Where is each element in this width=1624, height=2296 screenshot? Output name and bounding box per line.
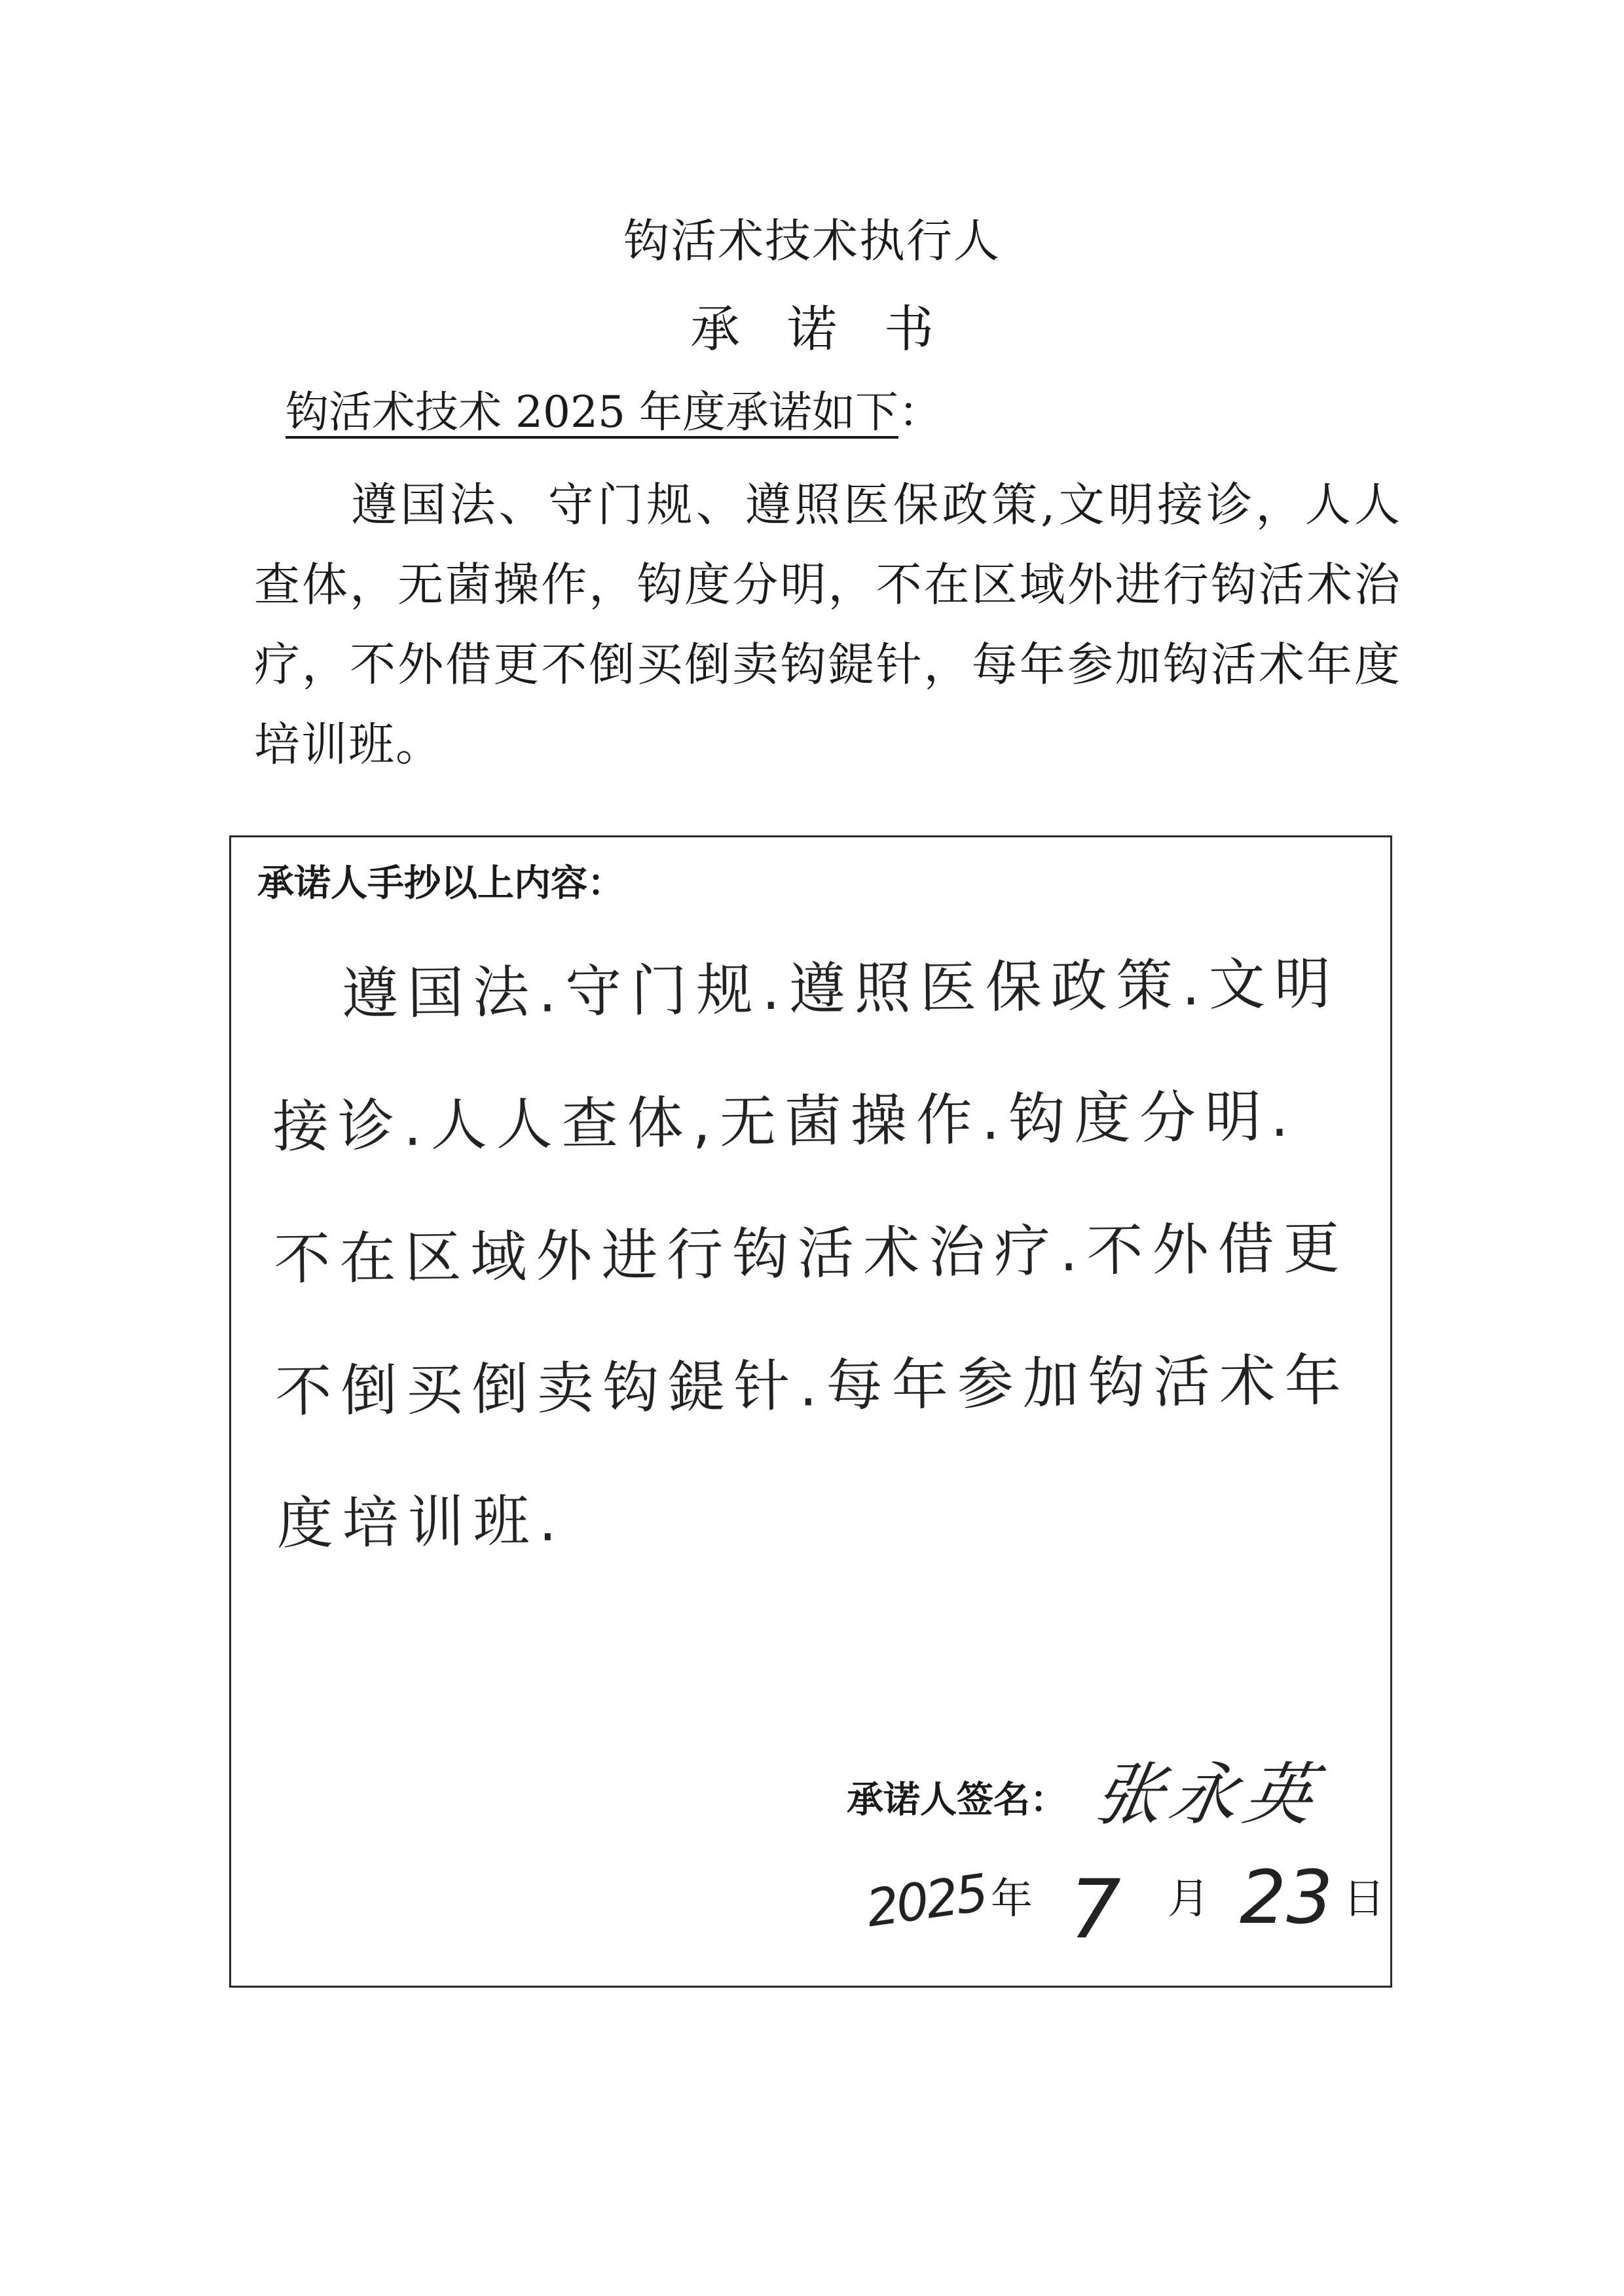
handcopy-handwritten-text: 遵国法.守门规.遵照医保政策.文明接诊.人人查体,无菌操作.钩度分明.不在区域外进行钩活术治疗.不外借更不倒买倒卖钩鍉针.每年参加钩活术年度培训班. <box>272 951 1351 1557</box>
date-year: 2025 <box>862 1863 989 1939</box>
signature-label: 承诺人签名： <box>847 1779 1067 1821</box>
handcopy-label: 承诺人手抄以上内容： <box>257 862 624 905</box>
handwritten-signature: 张永英 <box>1088 1755 1327 1834</box>
lead-colon: ： <box>898 387 942 437</box>
document-subtitle: 承诺书 <box>690 300 981 358</box>
date-month-label: 月 <box>1168 1875 1209 1923</box>
date-day-label: 日 <box>1343 1875 1385 1923</box>
commitment-body: 遵国法、守门规、遵照医保政策,文明接诊，人人查体，无菌操作，钩度分明，不在区域外进行钩活术治疗，不外借更不倒买倒卖钩鍉针，每年参加钩活术年度培训班。 <box>254 478 1401 771</box>
signature-row <box>847 1753 1371 1844</box>
lead-line <box>286 380 942 445</box>
lead-text: 钩活术技术 2025 年度承诺如下 <box>286 387 898 437</box>
date-year-label: 年 <box>991 1875 1033 1923</box>
document-title: 钩活术技术执行人 <box>623 214 1001 268</box>
date-row <box>860 1855 1385 1963</box>
date-day: 23 <box>1240 1855 1333 1941</box>
handcopy-box <box>229 835 1392 1988</box>
date-month: 7 <box>1069 1863 1121 1957</box>
